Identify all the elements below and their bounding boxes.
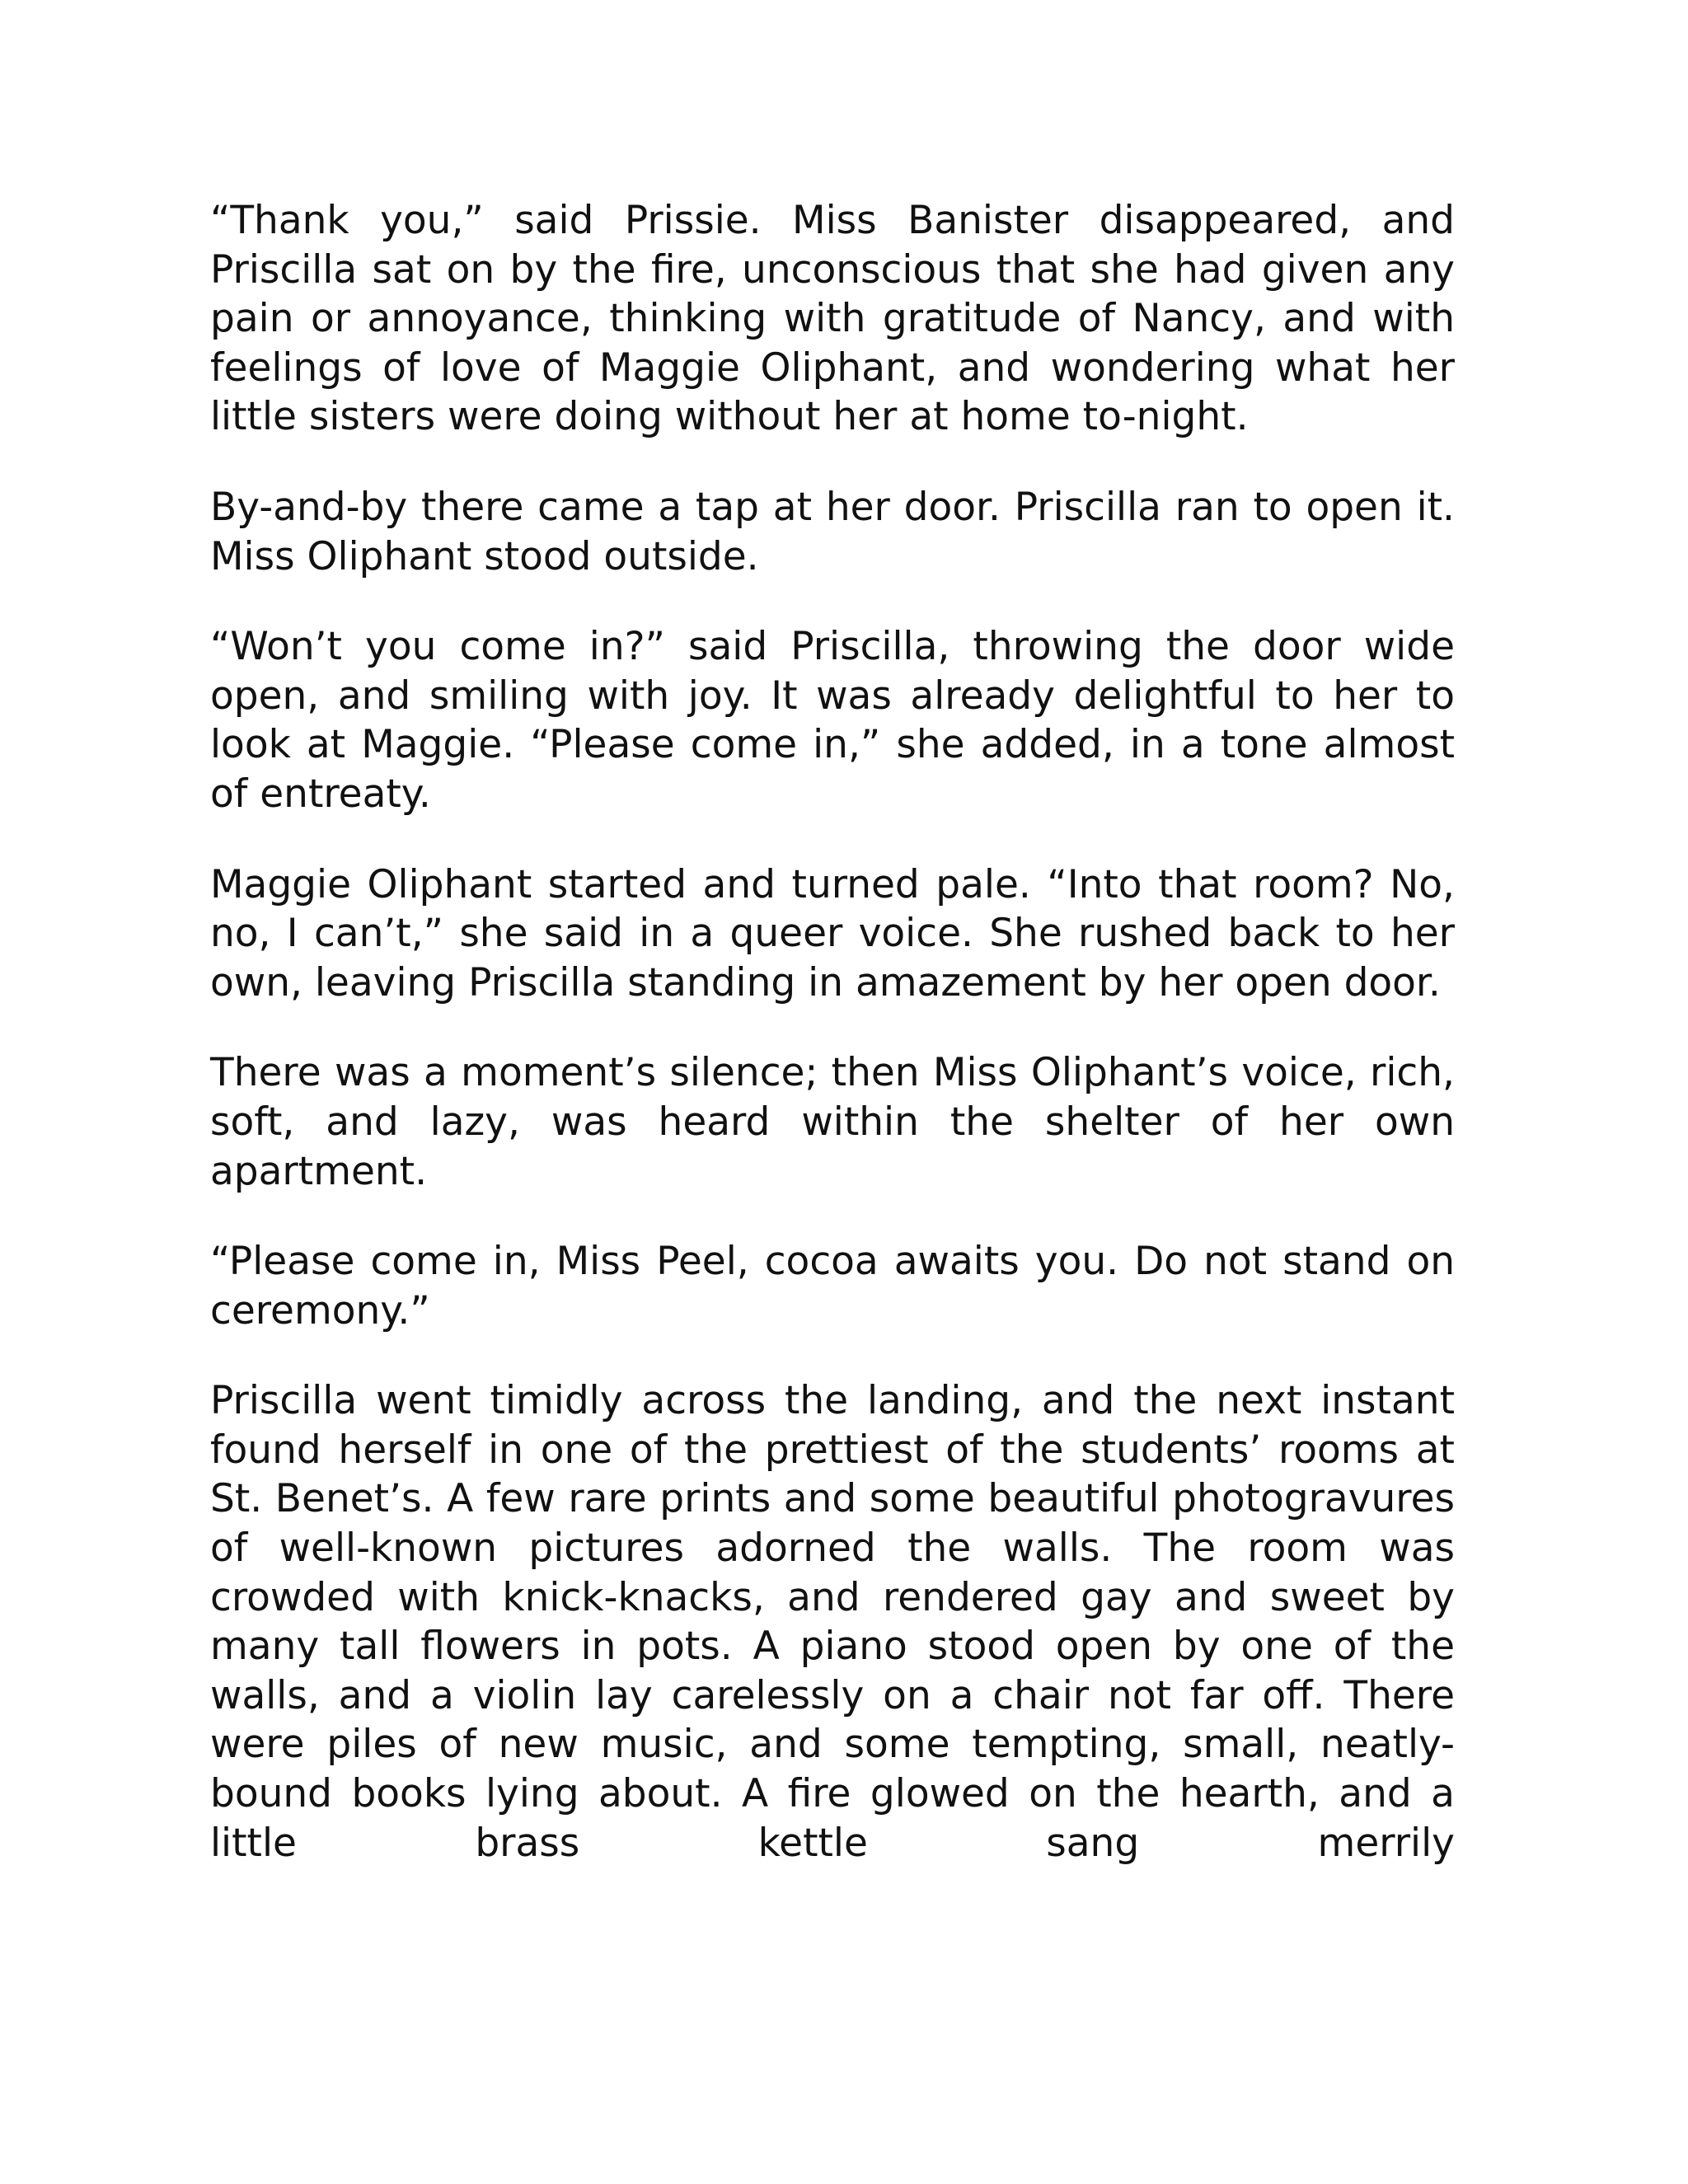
paragraph-6: “Please come in, Miss Peel, cocoa awaits you. Do not stand on ceremony.” [210, 1239, 1455, 1333]
paragraph-3: “Won’t you come in?” said Priscilla, throwing the door wide open, and smiling with joy. It was already delightful to her to look at Maggie. “Please come in,” she added, in a tone almost of entreaty. [210, 624, 1455, 817]
paragraph-2: By-and-by there came a tap at her door. Priscilla ran to open it. Miss Oliphant stood outside. [210, 484, 1455, 579]
page-body [210, 196, 1455, 1868]
paragraph-4: Maggie Oliphant started and turned pale. “Into that room? No, no, I can’t,” she said in a queer voice. She rushed back to her own, leaving Priscilla standing in amazement by her open door. [210, 861, 1455, 1005]
paragraph-1: “Thank you,” said Prissie. Miss Banister disappeared, and Priscilla sat on by the fire, unconscious that she had given any pain or annoyance, thinking with gratitude of Nancy, and with feelings of love of Maggie Oliphant, and wondering what her little sisters were doing without her at home to-night. [210, 198, 1455, 440]
paragraph-7: Priscilla went timidly across the landing, and the next instant found herself in one of the prettiest of the students’ rooms at St. Benet’s. A few rare prints and some beautiful photogravures of well-known pictures adorned the walls. The room was crowded with knick-knacks, and rendered gay and sweet by many tall flowers in pots. A piano stood open by one of the walls, and a violin lay carelessly on a chair not far off. There were piles of new music, and some tempting, small, neatly-bound books lying about. A fire glowed on the hearth, and a little brass kettle sang merrily [210, 1378, 1455, 1866]
paragraph-5: There was a moment’s silence; then Miss Oliphant’s voice, rich, soft, and lazy, was heard within the shelter of her own apartment. [210, 1050, 1455, 1194]
